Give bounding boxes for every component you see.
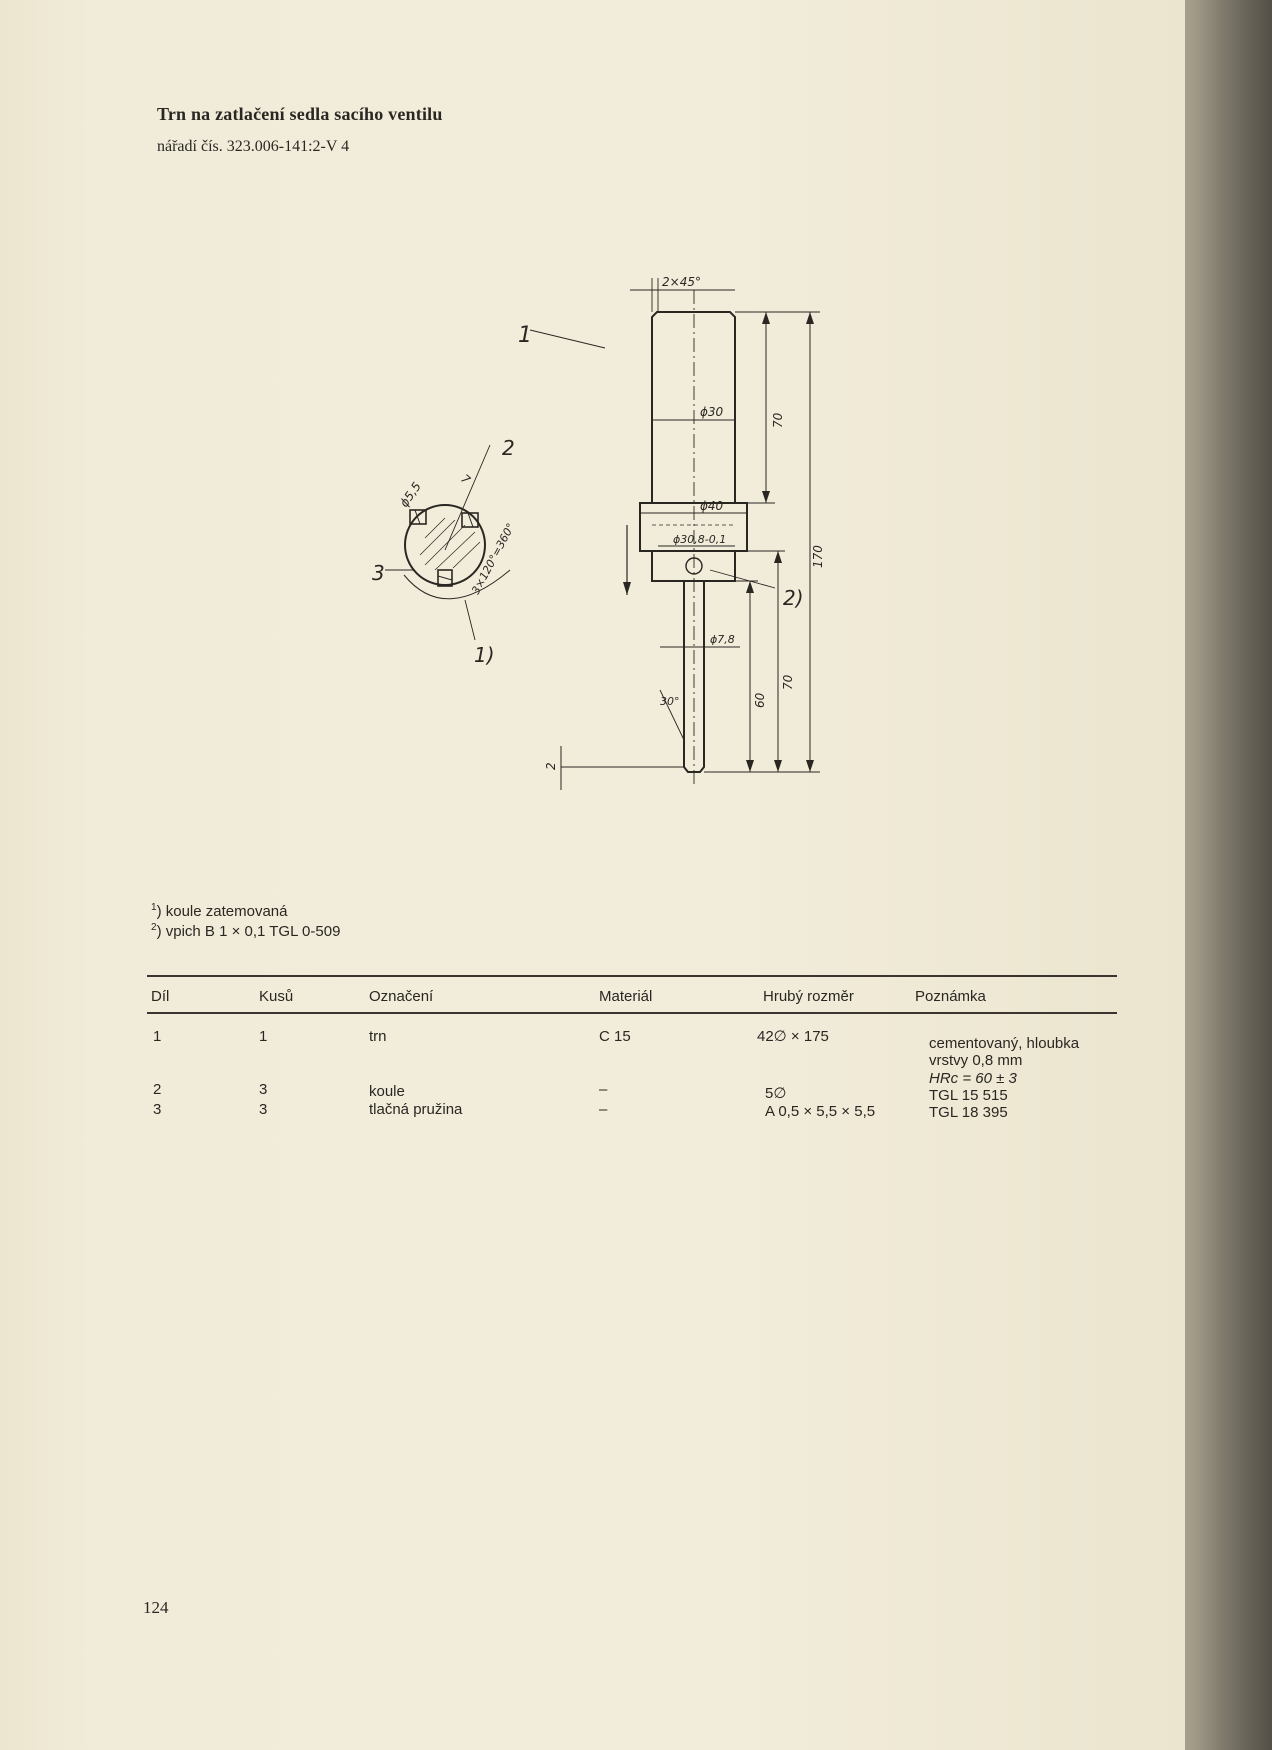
label-len-170: 170: [811, 545, 825, 568]
cell-poznamka: vrstvy 0,8 mm: [929, 1052, 1023, 1069]
label-part-2: 2: [502, 436, 515, 460]
cell-dil: 3: [153, 1101, 162, 1118]
cell-kusu: 3: [259, 1101, 268, 1118]
header-poznamka: Poznámka: [915, 988, 986, 1005]
footnote-mark: 1: [151, 902, 157, 913]
cell-poznamka: TGL 18 395: [929, 1104, 1008, 1121]
cell-hruby-rozmer: A 0,5 × 5,5 × 5,5: [765, 1103, 876, 1120]
label-angle-pattern: 3×120°=360°: [469, 521, 518, 597]
cell-oznaceni: tlačná pružina: [369, 1101, 463, 1118]
label-chamfer: 2×45°: [662, 275, 701, 289]
label-dia30: ϕ30: [700, 405, 724, 419]
label-dia7-8: ϕ7,8: [710, 633, 735, 646]
cell-poznamka: TGL 15 515: [929, 1087, 1008, 1104]
drawing-svg: [372, 270, 860, 790]
cell-material: C 15: [599, 1028, 631, 1045]
footnote-2: [151, 922, 340, 940]
footnote-text: ) vpich B 1 × 0,1 TGL 0-509: [156, 923, 341, 940]
cell-kusu: 3: [259, 1081, 268, 1098]
footnote-text: ) koule zatemovaná: [156, 903, 288, 920]
cell-poznamka: HRc = 60 ± 3: [929, 1070, 1017, 1087]
header-hruby-rozmer: Hrubý rozměr: [763, 988, 854, 1005]
cell-dil: 1: [153, 1028, 162, 1045]
footnote-1: [151, 902, 287, 920]
gutter-shadow: [1198, 0, 1272, 1750]
table-rule-top: [147, 975, 1117, 977]
tool-number: nářadí čís. 323.006-141:2-V 4: [157, 138, 350, 155]
label-len-2: 2: [544, 762, 558, 770]
cell-oznaceni: koule: [369, 1083, 405, 1100]
header-dil: Díl: [151, 988, 170, 1005]
cell-hruby-rozmer: 5∅: [765, 1085, 787, 1102]
label-note-1: 1): [474, 643, 495, 667]
label-note-2: 2): [783, 586, 804, 610]
label-dia5-5: ϕ5,5: [396, 479, 424, 510]
page-title: Trn na zatlačení sedla sacího ventilu: [157, 104, 443, 124]
table-rule-header: [147, 1012, 1117, 1014]
footnote-mark: 2: [151, 922, 157, 933]
label-dia40: ϕ40: [700, 499, 724, 513]
page-number: 124: [143, 1598, 169, 1617]
technical-drawing: [372, 270, 860, 790]
label-len-70-bottom: 70: [781, 674, 795, 690]
cell-kusu: 1: [259, 1028, 268, 1045]
cell-material: –: [599, 1101, 608, 1118]
cell-poznamka: cementovaný, hloubka: [929, 1035, 1080, 1052]
header-kusu: Kusů: [259, 988, 294, 1005]
label-part-1: 1: [518, 323, 532, 348]
label-len-70-top: 70: [771, 412, 785, 428]
header-material: Materiál: [599, 988, 653, 1005]
label-len-60: 60: [753, 692, 767, 708]
label-dia30-8: ϕ30,8-0,1: [673, 533, 727, 546]
cell-hruby-rozmer: 42∅ × 175: [757, 1028, 829, 1045]
cell-oznaceni: trn: [369, 1028, 387, 1045]
header-oznaceni: Označení: [369, 988, 434, 1005]
cell-dil: 2: [153, 1081, 162, 1098]
label-dim-7: 7: [458, 471, 473, 488]
label-part-3: 3: [372, 561, 385, 585]
cell-material: –: [599, 1081, 608, 1098]
label-angle-30: 30°: [660, 695, 680, 708]
